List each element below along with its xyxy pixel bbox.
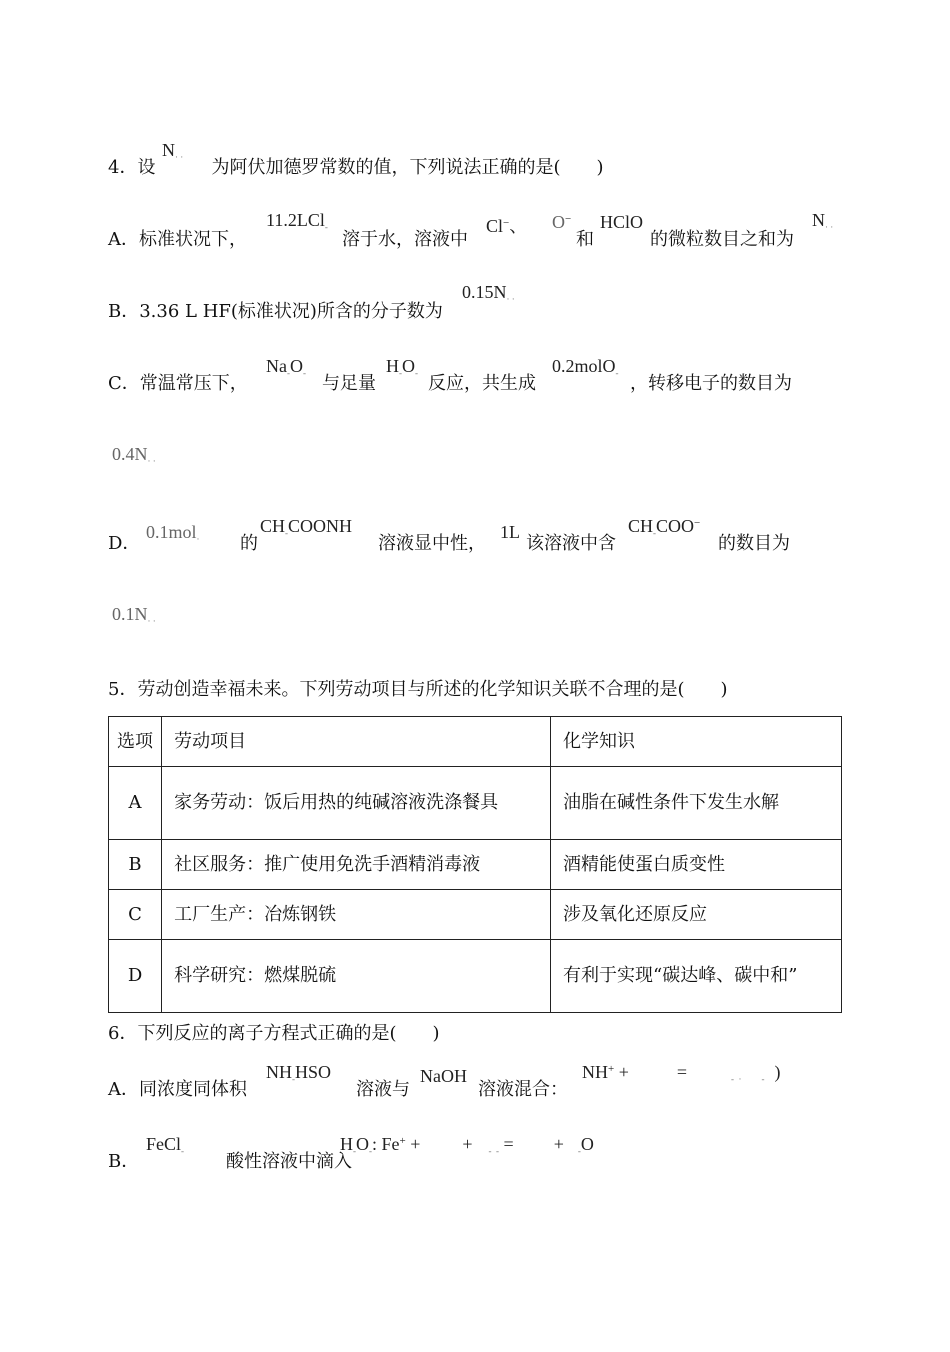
table-cell-option: D	[109, 940, 162, 1013]
q6-a-equation: NH+ + = $_-$ $_\cdot$ $_-$ )	[582, 1062, 781, 1084]
q4-d-formula-acetate: $CH_-COO^-$	[628, 516, 701, 538]
q4-a-formula-cl2: 11.2LCl$_-$	[266, 210, 328, 232]
table-cell-item: 工厂生产：冶炼钢铁	[162, 890, 551, 940]
q4-option-c-label: C．常温常压下，	[108, 373, 248, 394]
q4-c-formula-na2o2: $Na_-O_-$	[266, 356, 306, 378]
table-header-option: 选项	[109, 717, 162, 767]
q4-a-text-1: 溶于水，溶液中	[342, 229, 468, 250]
q4-option-b-text: B．3.36 L HF(标准状况)所含的分子数为	[108, 301, 443, 322]
table-cell-option: A	[109, 767, 162, 840]
table-row	[109, 890, 842, 940]
q6-b-equation: $H_-O_-$: Fe+ + + $_-$ $_-$ = + $_-$O	[340, 1134, 594, 1156]
q6-option-b-label: B．	[108, 1151, 140, 1172]
q6-b-text-1: 酸性溶液中滴入	[226, 1151, 352, 1172]
table-cell-knowledge: 油脂在碱性条件下发生水解	[551, 767, 842, 840]
q4-d-text-2: 溶液显中性，	[378, 533, 486, 554]
q4-b-formula: $0.15N_{\cdot \cdot}$	[462, 282, 515, 304]
q4-c-text-2: 反应，共生成	[428, 373, 536, 394]
q4-d-formula-volume: 1L	[500, 522, 520, 542]
q4-na-formula: $N_{\cdot \cdot}$	[162, 140, 184, 162]
table-cell-item: 家务劳动：饭后用热的纯碱溶液洗涤餐具	[162, 767, 551, 840]
table-header-row	[109, 717, 842, 767]
q6-a-formula-nh4hso4: $NH_-HSO$	[266, 1062, 332, 1084]
q4-a-text-2: 和	[576, 229, 594, 250]
q4-d-text-1: 的	[240, 533, 258, 554]
q4-d-formula-amount: 0.1mol$_\cdot$	[146, 522, 200, 544]
q4-c-formula-h2o: $H_-O_-$	[386, 356, 418, 378]
q4-option-d-label: D．	[108, 533, 141, 554]
q4-c-formula-04na: $0.4N_{\cdot \cdot}$	[112, 444, 156, 466]
q4-stem-number: 4．设	[108, 157, 156, 178]
q4-c-text-1: 与足量	[322, 373, 376, 394]
q4-c-text-3: ，转移电子的数目为	[630, 373, 792, 394]
q6-a-formula-naoh: NaOH	[420, 1066, 467, 1086]
q4-c-formula-o2: 0.2molO$_-$	[552, 356, 619, 378]
table-cell-knowledge: 酒精能使蛋白质变性	[551, 840, 842, 890]
q5-table	[108, 716, 842, 1013]
q4-d-formula-ammonium-acetate: $CH_-COONH$	[260, 516, 353, 538]
q6-b-formula-fecl2: FeCl$_-$	[146, 1134, 185, 1156]
table-cell-option: B	[109, 840, 162, 890]
q4-d-formula-01na: $0.1N_{\cdot \cdot}$	[112, 604, 156, 626]
table-header-knowledge: 化学知识	[551, 717, 842, 767]
q6-a-text-2: 溶液混合：	[478, 1079, 568, 1100]
q4-d-text-4: 的数目为	[718, 533, 790, 554]
q4-a-formula-na: $N_{\cdot \cdot}$	[812, 210, 834, 232]
table-row	[109, 940, 842, 1013]
q4-a-formula-hclo: HClO	[600, 212, 644, 232]
table-row	[109, 840, 842, 890]
q4-stem-text: 为阿伏加德罗常数的值，下列说法正确的是( )	[211, 157, 604, 178]
q4-a-formula-clo-ion: O−	[552, 212, 572, 232]
q6-option-a-label: A．同浓度同体积	[108, 1079, 247, 1100]
table-row	[109, 767, 842, 840]
q4-d-text-3: 该溶液中含	[526, 533, 616, 554]
table-cell-knowledge: 涉及氧化还原反应	[551, 890, 842, 940]
q4-a-text-3: 的微粒数目之和为	[650, 229, 794, 250]
q4-a-formula-cl-ion: Cl−、	[486, 216, 528, 236]
q5-stem: 5．劳动创造幸福未来。下列劳动项目与所述的化学知识关联不合理的是( )	[108, 679, 728, 700]
table-cell-knowledge: 有利于实现“碳达峰、碳中和”	[551, 940, 842, 1013]
q6-stem: 6．下列反应的离子方程式正确的是( )	[108, 1023, 440, 1044]
q6-a-text-1: 溶液与	[356, 1079, 410, 1100]
table-header-item: 劳动项目	[162, 717, 551, 767]
table-cell-option: C	[109, 890, 162, 940]
table-cell-item: 社区服务：推广使用免洗手酒精消毒液	[162, 840, 551, 890]
table-cell-item: 科学研究：燃煤脱硫	[162, 940, 551, 1013]
q4-option-a-label: A．标准状况下，	[108, 229, 247, 250]
